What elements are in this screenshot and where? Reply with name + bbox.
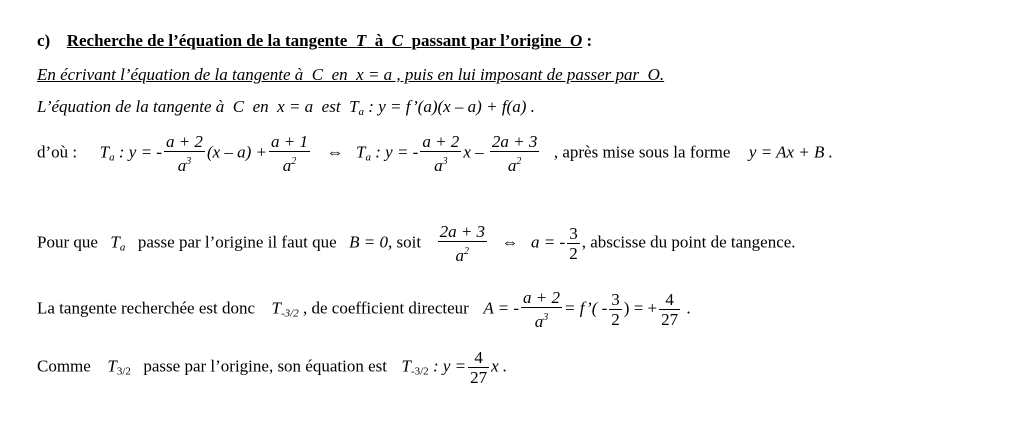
fraction: $\frac{3}{2}$ [611, 290, 620, 329]
fraction: $\frac{a + 1}{a^2}$ [271, 132, 309, 175]
fraction: $\frac{4}{27}$ [661, 290, 679, 329]
section-title: Recherche de l’équation de la tangente T à C passant par l’origine O [66, 31, 583, 50]
fraction: $\frac{3}{2}$ [569, 224, 578, 263]
fraction: $\frac{2a + 3}{a^2}$ [439, 222, 486, 265]
equiv-symbol: ⇔ [326, 142, 344, 162]
affine-form: y = Ax + B . [748, 142, 833, 162]
form-suffix: , après mise sous la forme [553, 142, 731, 162]
fraction: $\frac{a + 2}{a^3}$ [165, 132, 203, 175]
fraction: $\frac{a + 2}{a^3}$ [523, 288, 561, 331]
heading-colon: : [586, 31, 593, 50]
fraction: $\frac{a + 2}{a^3}$ [422, 132, 460, 175]
equiv-symbol: ⇔ [501, 232, 519, 252]
condition-line: Pour que $T_a$ passe par l’origine il faut que B = 0, soit $\frac{2a + 3}{a^2}$ ⇔ a = - $\frac{3}{2}$ , abscisse du point de tangence. [37, 222, 796, 265]
method-text: En écrivant l’équation de la tangente à C en x = a , puis en lui imposant de passer par O. [37, 65, 665, 84]
tangent-found-line: La tangente recherchée est donc $T_{-3/2}$ , de coefficient directeur A = - $\frac{a + 2}{a^3}$ = f’( - $\frac{3}{2}$ ) = + $\frac{4}{27}$ . [37, 288, 691, 331]
section-label: c) [37, 31, 51, 50]
fraction: $\frac{2a + 3}{a^2}$ [491, 132, 538, 175]
tangent-equation-line: L’équation de la tangente à C en x = a est $T_a$ : y = f’(a)(x – a) + f(a) . [37, 97, 535, 118]
fraction: $\frac{4}{27}$ [470, 348, 488, 387]
dou-prefix: d’où : [37, 142, 78, 162]
section-heading [37, 30, 592, 52]
condition-b: B = 0 [349, 232, 388, 252]
final-equation-line: Comme $T_{3/2}$ passe par l’origine, son équation est $T_{-3/2}$ : y = $\frac{4}{27}$ x . [37, 348, 508, 387]
dou-line: d’où : $T_a$ : y = - $\frac{a + 2}{a^3}$ (x – a) + $\frac{a + 1}{a^2}$ ⇔ $T_a$ : y = - $\frac{a + 2}{a^3}$ x – $\frac{2a + 3}{a^2}$ , après mise sous la forme y = Ax + B . [37, 132, 833, 175]
